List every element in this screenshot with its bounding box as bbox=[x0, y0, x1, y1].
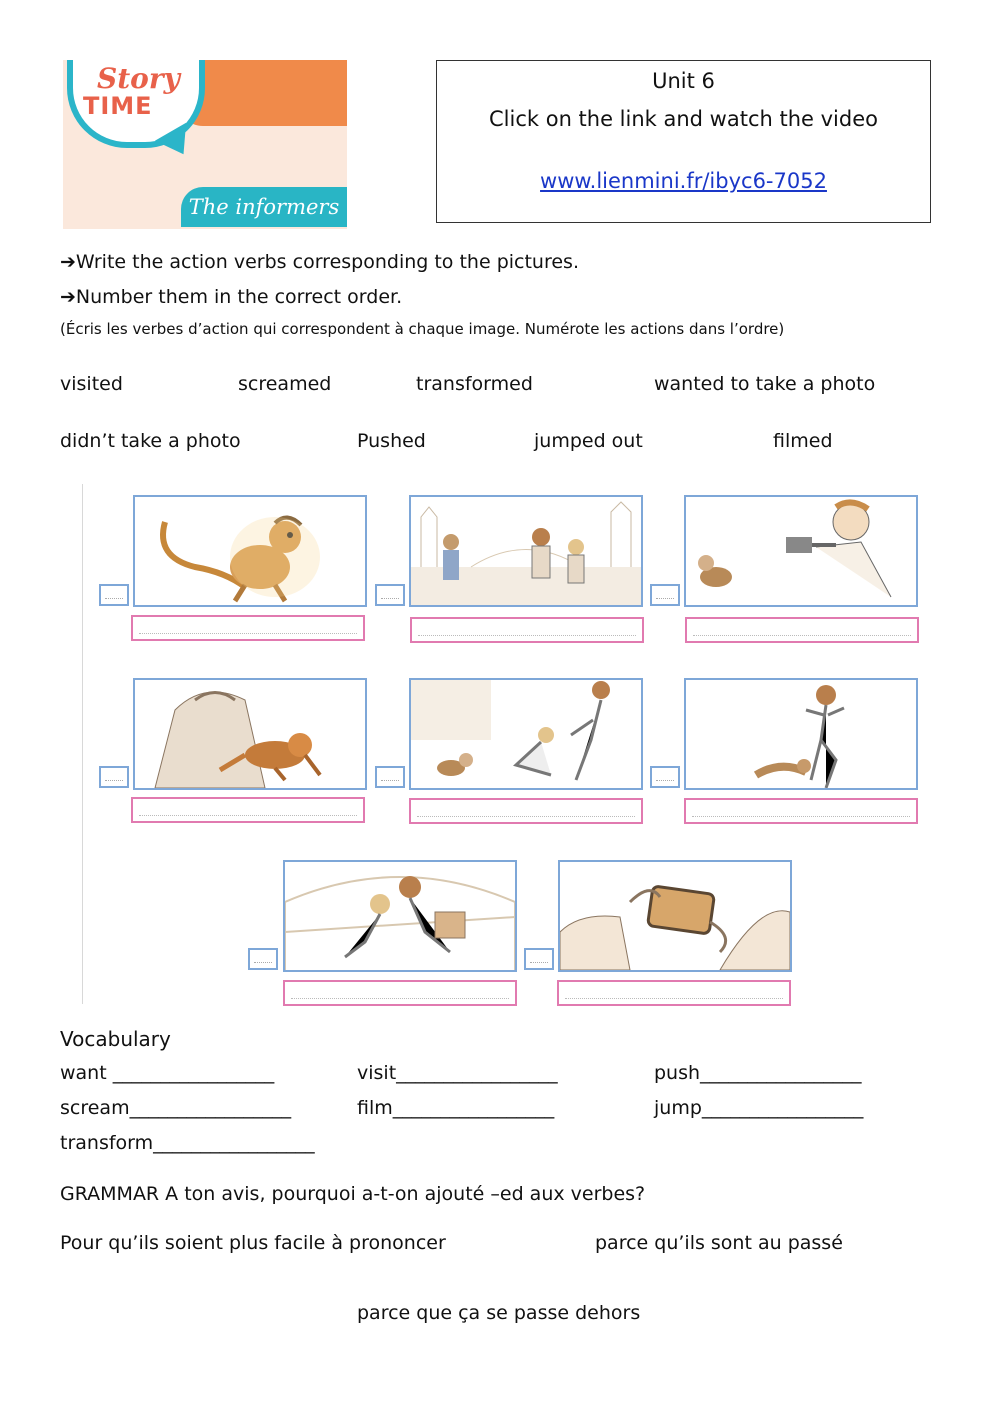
dinosaur-illustration bbox=[135, 497, 365, 605]
verb-answer-box[interactable] bbox=[557, 980, 791, 1006]
instruction-french-note bbox=[60, 320, 784, 338]
verb-answer-box[interactable] bbox=[410, 617, 644, 643]
scream-illustration bbox=[686, 680, 916, 788]
word-bank-item: wanted to take a photo bbox=[654, 373, 876, 395]
note-text-end: les actions dans l’ordre) bbox=[599, 320, 785, 338]
instruction-number-verb: Number bbox=[75, 286, 153, 308]
margin-line bbox=[82, 484, 83, 1004]
picture-scream bbox=[684, 678, 918, 790]
order-number-box[interactable] bbox=[650, 766, 680, 788]
vocab-transform[interactable]: transform_________________ bbox=[60, 1132, 315, 1154]
order-number-box[interactable] bbox=[650, 584, 680, 606]
story-time-logo bbox=[63, 60, 347, 229]
logo-title-time: TIME bbox=[83, 92, 153, 120]
instruction-write-verb: Write bbox=[75, 251, 127, 273]
grammar-label: GRAMMAR bbox=[60, 1183, 160, 1205]
city-illustration bbox=[411, 497, 641, 605]
grammar-choice-past[interactable]: parce qu’ils sont au passé bbox=[595, 1232, 843, 1254]
arrow-icon: ➔ bbox=[60, 286, 76, 308]
arrow-icon: ➔ bbox=[60, 251, 76, 273]
note-paren: ( bbox=[60, 320, 66, 338]
photo-illustration bbox=[686, 497, 916, 605]
verb-answer-box[interactable] bbox=[131, 615, 365, 641]
instruction-number bbox=[60, 286, 402, 308]
video-instruction: Click on the link and watch the video bbox=[489, 107, 878, 131]
grammar-choice-pronounce[interactable]: Pour qu’ils soient plus facile à prononcer bbox=[60, 1232, 446, 1254]
unit-info-box bbox=[436, 60, 931, 223]
order-number-box[interactable] bbox=[99, 766, 129, 788]
order-number-box[interactable] bbox=[248, 948, 278, 970]
grammar-question-text: A ton avis, pourquoi a-t-on ajouté –ed aux verbes? bbox=[159, 1183, 646, 1205]
word-bank-item: filmed bbox=[773, 430, 833, 452]
push-illustration bbox=[411, 680, 641, 788]
bridge-illustration bbox=[285, 862, 515, 970]
picture-pushed bbox=[409, 678, 643, 790]
video-link[interactable]: www.lienmini.fr/ibyc6-7052 bbox=[540, 169, 827, 193]
vocabulary-title: Vocabulary bbox=[60, 1027, 171, 1051]
picture-taking-photo bbox=[684, 495, 918, 607]
logo-subtitle: The informers bbox=[181, 187, 347, 227]
instruction-write bbox=[60, 251, 579, 273]
word-bank-item: visited bbox=[60, 373, 123, 395]
order-number-box[interactable] bbox=[99, 584, 129, 606]
order-number-box[interactable] bbox=[375, 584, 405, 606]
vocab-film[interactable]: film_________________ bbox=[357, 1097, 555, 1119]
word-bank-item: Pushed bbox=[357, 430, 426, 452]
verb-answer-box[interactable] bbox=[685, 617, 919, 643]
picture-phone-filming bbox=[558, 860, 792, 972]
vocab-jump[interactable]: jump_________________ bbox=[654, 1097, 864, 1119]
verb-answer-box[interactable] bbox=[283, 980, 517, 1006]
instruction-number-text: them in the correct order. bbox=[152, 286, 403, 308]
verb-answer-box[interactable] bbox=[684, 798, 918, 824]
word-bank-item: didn’t take a photo bbox=[60, 430, 241, 452]
note-verb-ecris: Écris bbox=[65, 320, 102, 338]
word-bank-item: screamed bbox=[238, 373, 332, 395]
picture-dinosaur bbox=[133, 495, 367, 607]
vocab-visit[interactable]: visit_________________ bbox=[357, 1062, 558, 1084]
word-bank-item: jumped out bbox=[534, 430, 643, 452]
verb-answer-box[interactable] bbox=[131, 797, 365, 823]
logo-title-story: Story bbox=[97, 62, 180, 95]
picture-bridge bbox=[283, 860, 517, 972]
note-verb-numerote: Numérote bbox=[524, 320, 600, 338]
picture-kids-city bbox=[409, 495, 643, 607]
vocab-scream[interactable]: scream_________________ bbox=[60, 1097, 292, 1119]
order-number-box[interactable] bbox=[375, 766, 405, 788]
bag-illustration bbox=[135, 680, 365, 788]
unit-title: Unit 6 bbox=[652, 69, 715, 93]
word-bank-item: transformed bbox=[416, 373, 533, 395]
note-text: les verbes d’action qui correspondent à chaque image. bbox=[101, 320, 525, 338]
vocab-push[interactable]: push_________________ bbox=[654, 1062, 862, 1084]
grammar-choice-outside[interactable]: parce que ça se passe dehors bbox=[357, 1302, 641, 1324]
instruction-write-text: the action verbs corresponding to the pictures. bbox=[126, 251, 579, 273]
picture-jump-out-bag bbox=[133, 678, 367, 790]
phone-illustration bbox=[560, 862, 790, 970]
verb-answer-box[interactable] bbox=[409, 798, 643, 824]
order-number-box[interactable] bbox=[524, 948, 554, 970]
grammar-question bbox=[60, 1183, 645, 1205]
vocab-want[interactable]: want _________________ bbox=[60, 1062, 275, 1084]
